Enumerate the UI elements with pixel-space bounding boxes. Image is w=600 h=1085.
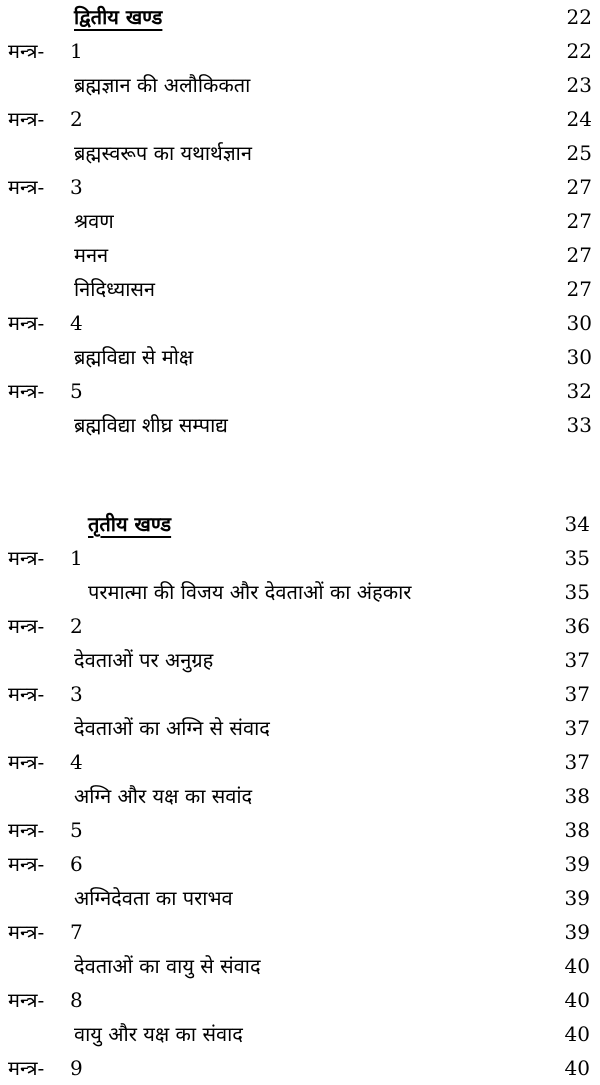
toc-entry-topic: [0, 204, 600, 238]
toc-entry-topic: [0, 408, 600, 442]
section-heading-title: तृतीय खण्ड: [88, 512, 172, 536]
mantra-label: मन्त्र-: [8, 682, 45, 706]
page-number: 25: [566, 141, 592, 165]
mantra-label: मन्त्र-: [8, 818, 45, 842]
page-number: 37: [564, 648, 590, 672]
topic-title: देवताओं पर अनुग्रह: [74, 648, 214, 672]
topic-title: देवताओं का अग्नि से संवाद: [74, 716, 270, 740]
page-number: 39: [564, 920, 590, 944]
page-number: 37: [564, 750, 590, 774]
mantra-number: 5: [70, 379, 83, 403]
section-heading: [0, 507, 600, 541]
page-number: 37: [564, 716, 590, 740]
section-heading: [0, 0, 600, 34]
toc-entry-topic: [0, 272, 600, 306]
mantra-number: 2: [70, 614, 83, 638]
topic-title: ब्रह्मज्ञान की अलौकिकता: [74, 73, 251, 97]
mantra-number: 4: [70, 750, 83, 774]
topic-title: श्रवण: [74, 209, 114, 233]
topic-title: अग्निदेवता का पराभव: [74, 886, 233, 910]
mantra-number: 1: [70, 39, 83, 63]
topic-title: वायु और यक्ष का संवाद: [74, 1022, 243, 1046]
page-number: 27: [566, 209, 592, 233]
mantra-number: 3: [70, 682, 83, 706]
page-number: 30: [566, 345, 592, 369]
page-number: 27: [566, 243, 592, 267]
toc-entry-topic: [0, 779, 600, 813]
page-number: 36: [564, 614, 590, 638]
toc-entry-mantra: [0, 306, 600, 340]
mantra-number: 2: [70, 107, 83, 131]
topic-title: ब्रह्मस्वरूप का यथार्थज्ञान: [74, 141, 252, 165]
toc-entry-mantra: [0, 983, 600, 1017]
mantra-number: 3: [70, 175, 83, 199]
toc-entry-topic: [0, 68, 600, 102]
toc-entry-mantra: [0, 847, 600, 881]
page-number: 35: [564, 580, 590, 604]
toc-entry-mantra: [0, 374, 600, 408]
toc-entry-mantra: [0, 609, 600, 643]
page-number: 39: [564, 886, 590, 910]
page-number: 40: [564, 954, 590, 978]
topic-title: अग्नि और यक्ष का सवांद: [74, 784, 253, 808]
mantra-number: 8: [70, 988, 83, 1012]
toc-entry-topic: [0, 643, 600, 677]
toc-entry-topic: [0, 136, 600, 170]
toc-entry-mantra: [0, 170, 600, 204]
topic-title: ब्रह्मविद्या शीघ्र सम्पाद्य: [74, 413, 228, 437]
page-number: 32: [566, 379, 592, 403]
mantra-number: 9: [70, 1056, 83, 1080]
mantra-number: 5: [70, 818, 83, 842]
toc-entry-mantra: [0, 541, 600, 575]
toc-entry-mantra: [0, 915, 600, 949]
toc-entry-topic: [0, 340, 600, 374]
toc-entry-topic: [0, 575, 600, 609]
page-number: 35: [564, 546, 590, 570]
toc-entry-topic: [0, 238, 600, 272]
topic-title: परमात्मा की विजय और देवताओं का अंहकार: [88, 580, 412, 604]
toc-entry-mantra: [0, 1051, 600, 1085]
toc-entry-topic: [0, 881, 600, 915]
mantra-number: 1: [70, 546, 83, 570]
page-number: 33: [566, 413, 592, 437]
topic-title: ब्रह्मविद्या से मोक्ष: [74, 345, 194, 369]
topic-title: निदिध्यासन: [74, 277, 155, 301]
page-number: 23: [566, 73, 592, 97]
toc-entry-mantra: [0, 677, 600, 711]
page-number: 40: [564, 1022, 590, 1046]
toc-entry-topic: [0, 1017, 600, 1051]
page-number: 27: [566, 175, 592, 199]
mantra-number: 6: [70, 852, 83, 876]
page-number: 30: [566, 311, 592, 335]
toc-entry-mantra: [0, 102, 600, 136]
page-number: 38: [564, 784, 590, 808]
toc-entry-mantra: [0, 745, 600, 779]
mantra-label: मन्त्र-: [8, 311, 45, 335]
toc-entry-mantra: [0, 813, 600, 847]
mantra-number: 4: [70, 311, 83, 335]
page-number: 27: [566, 277, 592, 301]
mantra-label: मन्त्र-: [8, 750, 45, 774]
toc-entry-mantra: [0, 34, 600, 68]
mantra-label: मन्त्र-: [8, 614, 45, 638]
mantra-label: मन्त्र-: [8, 1056, 45, 1080]
topic-title: देवताओं का वायु से संवाद: [74, 954, 261, 978]
page-number: 37: [564, 682, 590, 706]
mantra-number: 7: [70, 920, 83, 944]
mantra-label: मन्त्र-: [8, 379, 45, 403]
toc-entry-topic: [0, 711, 600, 745]
mantra-label: मन्त्र-: [8, 546, 45, 570]
topic-title: मनन: [74, 243, 109, 267]
page-number: 38: [564, 818, 590, 842]
section-heading-title: द्वितीय खण्ड: [74, 5, 163, 29]
page-number: 24: [566, 107, 592, 131]
page-number: 39: [564, 852, 590, 876]
toc-entry-topic: [0, 949, 600, 983]
mantra-label: मन्त्र-: [8, 39, 45, 63]
page-number: 40: [564, 988, 590, 1012]
page-number: 34: [564, 512, 590, 536]
mantra-label: मन्त्र-: [8, 988, 45, 1012]
mantra-label: मन्त्र-: [8, 175, 45, 199]
mantra-label: मन्त्र-: [8, 107, 45, 131]
page-number: 22: [566, 5, 592, 29]
mantra-label: मन्त्र-: [8, 852, 45, 876]
mantra-label: मन्त्र-: [8, 920, 45, 944]
page-number: 22: [566, 39, 592, 63]
page-number: 40: [564, 1056, 590, 1080]
